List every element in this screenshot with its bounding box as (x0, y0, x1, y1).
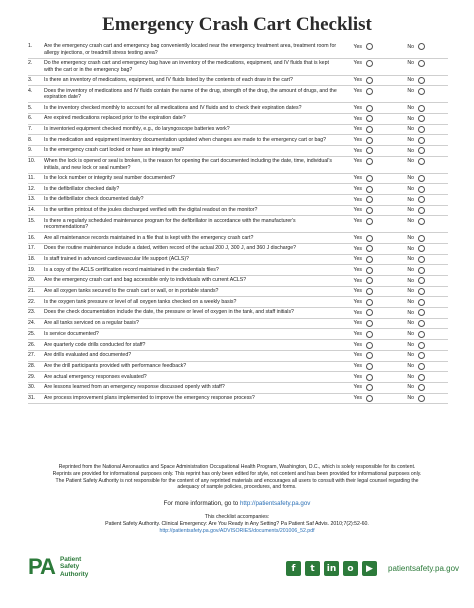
yes-radio[interactable] (366, 147, 373, 154)
yes-radio[interactable] (366, 245, 373, 252)
accompanies-link[interactable]: http://patientsafety.pa.gov/ADVISORIES/documents/201006_52.pdf (159, 527, 315, 534)
no-radio[interactable] (418, 309, 425, 316)
yes-label: Yes (353, 77, 362, 84)
question-number: 26. (28, 341, 36, 348)
no-label: No (407, 207, 414, 214)
no-radio[interactable] (418, 105, 425, 112)
yes-label: Yes (353, 43, 362, 50)
yes-option[interactable] (348, 235, 386, 242)
checklist-row (28, 59, 448, 76)
question-number: 17. (28, 245, 36, 252)
checklist-row (28, 255, 448, 266)
no-radio[interactable] (418, 175, 425, 182)
question-text: Is the inventory checked monthly to account for all medications and IV fluids and to check their expiration dates? (44, 104, 302, 111)
yes-radio[interactable] (366, 363, 373, 370)
question-number: 1. (28, 43, 33, 50)
no-option[interactable] (400, 175, 440, 182)
yes-option[interactable] (348, 363, 386, 370)
facebook-icon[interactable]: f (286, 561, 301, 576)
yes-radio[interactable] (366, 77, 373, 84)
checklist-row (28, 244, 448, 255)
no-radio[interactable] (418, 196, 425, 203)
checklist-row (28, 394, 448, 405)
org-name: Patient Safety Authority (59, 556, 89, 578)
no-option[interactable] (400, 245, 440, 252)
yes-radio[interactable] (366, 175, 373, 182)
yes-radio[interactable] (366, 186, 373, 193)
no-label: No (407, 352, 414, 359)
question-number: 13. (28, 196, 36, 203)
question-number: 29. (28, 373, 36, 380)
question-number: 5. (28, 104, 33, 111)
no-label: No (407, 288, 414, 295)
no-label: No (407, 373, 414, 380)
question-text: Do the emergency crash cart and emergency bag have an inventory of the medications, equipment, and IV fluids that is kept with the cart or in the emergency bag? (44, 60, 329, 73)
yes-label: Yes (353, 207, 362, 214)
no-label: No (407, 395, 414, 402)
yes-label: Yes (353, 158, 362, 165)
no-radio[interactable] (418, 60, 425, 67)
no-radio[interactable] (418, 374, 425, 381)
no-option[interactable] (400, 309, 440, 316)
no-radio[interactable] (418, 147, 425, 154)
no-radio[interactable] (418, 43, 425, 50)
no-label: No (407, 175, 414, 182)
checklist-row (28, 287, 448, 298)
question-number: 11. (28, 175, 35, 182)
yes-radio[interactable] (366, 288, 373, 295)
yes-label: Yes (353, 352, 362, 359)
page-title: Emergency Crash Cart Checklist (102, 14, 372, 35)
more-info-prefix: For more information, go to (163, 500, 239, 507)
question-number: 15. (28, 217, 36, 224)
no-option[interactable] (400, 299, 440, 306)
accompanies-block (60, 514, 414, 534)
no-radio[interactable] (418, 218, 425, 225)
no-radio[interactable] (418, 186, 425, 193)
yes-option[interactable] (348, 309, 386, 316)
no-option[interactable] (400, 320, 440, 327)
question-text: Is there a regularly scheduled maintenance program for the defibrillator in accordance with the manufacturer's recommendations? (44, 217, 296, 231)
no-label: No (407, 341, 414, 348)
yes-option[interactable] (348, 342, 386, 349)
question-text: Are actual emergency responses evaluated? (44, 373, 147, 380)
yes-radio[interactable] (366, 342, 373, 349)
yes-option[interactable] (348, 88, 386, 95)
no-label: No (407, 43, 414, 50)
no-radio[interactable] (418, 137, 425, 144)
yes-radio[interactable] (366, 384, 373, 391)
checklist-row (28, 195, 448, 206)
yes-option[interactable] (348, 60, 386, 67)
no-option[interactable] (400, 77, 440, 84)
yes-label: Yes (353, 331, 362, 338)
social-icons (286, 561, 381, 576)
no-radio[interactable] (418, 331, 425, 338)
question-text: When the lock is opened or seal is broken, is the reason for opening the cart documented including the date, time, individual's initials, and new lock or seal number? (44, 158, 332, 171)
checklist-row (28, 184, 448, 195)
no-label: No (407, 277, 414, 284)
yes-option[interactable] (348, 267, 386, 274)
no-label: No (407, 256, 414, 263)
checklist-row (28, 233, 448, 244)
no-option[interactable] (400, 115, 440, 122)
linkedin-icon[interactable]: in (324, 561, 339, 576)
yes-option[interactable] (348, 77, 386, 84)
yes-label: Yes (353, 373, 362, 380)
question-text: Are expired medications replaced prior to the expiration date? (44, 115, 186, 122)
no-radio[interactable] (418, 256, 425, 263)
checklist-row (28, 308, 448, 319)
no-option[interactable] (400, 147, 440, 154)
no-label: No (407, 245, 414, 252)
checklist-row (28, 319, 448, 330)
no-radio[interactable] (418, 342, 425, 349)
yes-radio[interactable] (366, 60, 373, 67)
question-text: Is the medication and equipment inventory documentation updated when changes are made to the emergency cart or bag? (44, 136, 327, 143)
yes-label: Yes (353, 104, 362, 111)
question-text: Are the drill participants provided with performance feedback? (44, 362, 187, 369)
no-radio[interactable] (418, 88, 425, 95)
question-number: 25. (28, 330, 36, 337)
no-label: No (407, 196, 414, 203)
no-option[interactable] (400, 207, 440, 214)
checklist-row (28, 146, 448, 157)
yes-option[interactable] (348, 115, 386, 122)
no-option[interactable] (400, 137, 440, 144)
yes-option[interactable] (348, 196, 386, 203)
accompanies-heading: This checklist accompanies: (204, 514, 270, 520)
no-label: No (407, 77, 414, 84)
yes-label: Yes (353, 234, 362, 241)
checklist-row (28, 114, 448, 125)
checklist-row (28, 340, 448, 351)
question-number: 2. (28, 60, 33, 67)
yes-label: Yes (353, 88, 362, 95)
question-number: 14. (28, 207, 36, 214)
yes-label: Yes (353, 363, 362, 370)
question-text: Does the check documentation include the date, the pressure or level of oxygen in the tank, and staff initials? (44, 309, 294, 316)
yes-radio[interactable] (366, 331, 373, 338)
question-number: 19. (28, 266, 36, 273)
yes-option[interactable] (348, 288, 386, 295)
no-radio[interactable] (418, 235, 425, 242)
no-option[interactable] (400, 256, 440, 263)
no-option[interactable] (400, 196, 440, 203)
question-text: Are drills evaluated and documented? (44, 352, 132, 359)
no-option[interactable] (400, 267, 440, 274)
no-radio[interactable] (418, 288, 425, 295)
question-text: Are lessons learned from an emergency response discussed openly with staff? (44, 384, 225, 391)
yes-radio[interactable] (366, 126, 373, 133)
checklist-row (28, 86, 448, 103)
more-info-link[interactable]: http://patientsafety.pa.gov (239, 500, 311, 507)
no-radio[interactable] (418, 384, 425, 391)
checklist-row (28, 297, 448, 308)
yes-radio[interactable] (366, 320, 373, 327)
yes-radio[interactable] (366, 196, 373, 203)
no-label: No (407, 60, 414, 67)
no-label: No (407, 126, 414, 133)
youtube-icon[interactable]: ▶ (362, 561, 377, 576)
yes-option[interactable] (348, 207, 386, 214)
yes-label: Yes (353, 309, 362, 316)
checklist-row (28, 157, 448, 174)
no-radio[interactable] (418, 207, 425, 214)
pa-logo-mark: PA (28, 554, 55, 579)
no-option[interactable] (400, 288, 440, 295)
no-radio[interactable] (418, 352, 425, 359)
yes-radio[interactable] (366, 88, 373, 95)
question-number: 3. (28, 77, 33, 84)
checklist-row (28, 362, 448, 373)
no-radio[interactable] (418, 115, 425, 122)
question-text: Is the defibrillator checked daily? (44, 185, 120, 192)
yes-option[interactable] (348, 256, 386, 263)
question-text: Is there an inventory of medications, equipment, and IV fluids listed by the contents of each draw in the cart? (44, 77, 293, 84)
question-text: Is inventoried equipment checked monthly, e.g., do laryngoscope batteries work? (44, 126, 230, 133)
yes-radio[interactable] (366, 299, 373, 306)
checklist-row (28, 125, 448, 136)
no-option[interactable] (400, 158, 440, 165)
no-option[interactable] (400, 218, 440, 225)
no-option[interactable] (400, 235, 440, 242)
checklist-row (28, 265, 448, 276)
checklist-row (28, 103, 448, 114)
no-option[interactable] (400, 395, 440, 402)
no-radio[interactable] (418, 395, 425, 402)
yes-radio[interactable] (366, 309, 373, 316)
psa-logo (28, 556, 88, 578)
no-label: No (407, 298, 414, 305)
yes-label: Yes (353, 341, 362, 348)
no-label: No (407, 185, 414, 192)
yes-label: Yes (353, 217, 362, 224)
question-text: Are all maintenance records maintained in a file that is kept with the emergency crash cart? (44, 234, 254, 241)
yes-label: Yes (353, 175, 362, 182)
question-number: 30. (28, 384, 36, 391)
yes-radio[interactable] (366, 374, 373, 381)
question-text: Are quarterly code drills conducted for staff? (44, 341, 146, 348)
question-number: 6. (28, 115, 33, 122)
no-label: No (407, 331, 414, 338)
no-option[interactable] (400, 374, 440, 381)
no-option[interactable] (400, 331, 440, 338)
question-number: 22. (28, 298, 36, 305)
no-radio[interactable] (418, 320, 425, 327)
no-label: No (407, 158, 414, 165)
accompanies-citation: Patient Safety Authority. Clinical Emergency: Are You Ready in Any Setting? Pa Patient Saf Advis. 2010;7(2):52-60. (105, 520, 369, 527)
yes-label: Yes (353, 147, 362, 154)
no-option[interactable] (400, 43, 440, 50)
checklist-row (28, 216, 448, 233)
question-text: Is the oxygen tank pressure or level of all oxygen tanks checked on a weekly basis? (44, 298, 237, 305)
yes-option[interactable] (348, 331, 386, 338)
yes-label: Yes (353, 196, 362, 203)
no-label: No (407, 266, 414, 273)
website-link[interactable]: patientsafety.pa.gov (388, 564, 460, 573)
checklist (28, 42, 448, 404)
yes-radio[interactable] (366, 158, 373, 165)
question-number: 28. (28, 362, 36, 369)
yes-radio[interactable] (366, 267, 373, 274)
question-number: 16. (28, 234, 36, 241)
no-label: No (407, 384, 414, 391)
yes-option[interactable] (348, 374, 386, 381)
question-text: Are all oxygen tanks secured to the crash cart or wall, or in portable stands? (44, 288, 219, 295)
no-label: No (407, 88, 414, 95)
checklist-row (28, 372, 448, 383)
question-text: Are the emergency crash cart and emergency bag conveniently located near the emergency treatment area, treatment room for allergy injections, or treadmill stress testing area? (44, 43, 337, 56)
yes-label: Yes (353, 245, 362, 252)
yes-option[interactable] (348, 395, 386, 402)
yes-option[interactable] (348, 277, 386, 284)
no-radio[interactable] (418, 267, 425, 274)
yes-radio[interactable] (366, 256, 373, 263)
no-option[interactable] (400, 105, 440, 112)
checklist-row (28, 76, 448, 87)
no-label: No (407, 217, 414, 224)
yes-radio[interactable] (366, 207, 373, 214)
yes-label: Yes (353, 136, 362, 143)
yes-option[interactable] (348, 320, 386, 327)
yes-label: Yes (353, 266, 362, 273)
yes-radio[interactable] (366, 395, 373, 402)
yes-option[interactable] (348, 245, 386, 252)
yes-option[interactable] (348, 299, 386, 306)
question-text: Does the routine maintenance include a dated, written record of the actual 200 J, 300 J, and 360 J discharge? (44, 245, 297, 252)
question-number: 10. (28, 158, 36, 165)
question-number: 7. (28, 126, 33, 133)
checklist-row (28, 383, 448, 394)
question-text: Is the defibrillator check documented daily? (44, 196, 144, 203)
checklist-row (28, 276, 448, 287)
yes-label: Yes (353, 126, 362, 133)
no-label: No (407, 320, 414, 327)
no-radio[interactable] (418, 158, 425, 165)
yes-label: Yes (353, 185, 362, 192)
credits-text: Reprinted from the National Aeronautics and Space Administration Occupational Health Program, Washington, D.C., which is solely responsible for its content. Reprints are provided for informational purposes only. This reprint has only been edited for style, not content and has been provided for informational purposes only. The Patient Safety Authority is not responsible for the content of any reprinted materials and encourages all users to consult with their legal counsel regarding the adequacy of sample policies, procedures, and forms. (52, 464, 422, 491)
yes-label: Yes (353, 320, 362, 327)
more-info (0, 500, 474, 507)
yes-option[interactable] (348, 175, 386, 182)
question-text: Is the lock number or integrity seal number documented? (44, 175, 175, 182)
yes-radio[interactable] (366, 277, 373, 284)
yes-option[interactable] (348, 105, 386, 112)
instagram-icon[interactable]: o (343, 561, 358, 576)
yes-option[interactable] (348, 137, 386, 144)
question-number: 20. (28, 277, 36, 284)
question-number: 31. (28, 394, 36, 401)
no-option[interactable] (400, 363, 440, 370)
question-number: 8. (28, 136, 33, 143)
yes-option[interactable] (348, 158, 386, 165)
no-option[interactable] (400, 384, 440, 391)
yes-option[interactable] (348, 147, 386, 154)
question-number: 9. (28, 147, 33, 154)
yes-radio[interactable] (366, 235, 373, 242)
yes-label: Yes (353, 256, 362, 263)
no-label: No (407, 136, 414, 143)
no-radio[interactable] (418, 363, 425, 370)
no-option[interactable] (400, 60, 440, 67)
question-text: Is a copy of the ACLS certification record maintained in the credentials files? (44, 266, 219, 273)
yes-label: Yes (353, 115, 362, 122)
question-text: Are the emergency crash cart and bag accessible only to individuals with current ACLS? (44, 277, 247, 284)
yes-option[interactable] (348, 352, 386, 359)
no-radio[interactable] (418, 299, 425, 306)
yes-radio[interactable] (366, 115, 373, 122)
yes-label: Yes (353, 60, 362, 67)
question-number: 23. (28, 309, 36, 316)
yes-label: Yes (353, 298, 362, 305)
question-text: Are process improvement plans implemented to improve the emergency response process? (44, 394, 255, 401)
no-label: No (407, 234, 414, 241)
no-option[interactable] (400, 88, 440, 95)
question-text: Is the emergency crash cart locked or have an integrity seal? (44, 147, 184, 154)
question-text: Is service documented? (44, 330, 99, 337)
yes-label: Yes (353, 277, 362, 284)
question-text: Is the written printout of the joules discharged verified with the digital readout on the monitor? (44, 207, 258, 214)
question-text: Are all tanks serviced on a regular basis? (44, 320, 139, 327)
yes-option[interactable] (348, 218, 386, 225)
no-label: No (407, 115, 414, 122)
yes-option[interactable] (348, 384, 386, 391)
no-radio[interactable] (418, 245, 425, 252)
no-option[interactable] (400, 352, 440, 359)
yes-radio[interactable] (366, 43, 373, 50)
no-option[interactable] (400, 277, 440, 284)
yes-option[interactable] (348, 43, 386, 50)
checklist-row (28, 174, 448, 185)
checklist-row (28, 42, 448, 59)
yes-radio[interactable] (366, 137, 373, 144)
question-number: 21. (28, 288, 36, 295)
no-label: No (407, 309, 414, 316)
no-radio[interactable] (418, 126, 425, 133)
checklist-row (28, 206, 448, 217)
question-text: Does the inventory of medications and IV fluids contain the name of the drug, strength of the drug, the amount of drugs, and the expiration date? (44, 87, 337, 101)
no-option[interactable] (400, 126, 440, 133)
no-label: No (407, 147, 414, 154)
yes-label: Yes (353, 395, 362, 402)
yes-label: Yes (353, 384, 362, 391)
yes-label: Yes (353, 288, 362, 295)
question-number: 12. (28, 185, 36, 192)
no-label: No (407, 104, 414, 111)
question-number: 27. (28, 352, 36, 359)
question-text: Is staff trained in advanced cardiovascular life support (ACLS)? (44, 256, 189, 263)
no-option[interactable] (400, 186, 440, 193)
no-radio[interactable] (418, 277, 425, 284)
checklist-row (28, 351, 448, 362)
no-option[interactable] (400, 342, 440, 349)
yes-option[interactable] (348, 186, 386, 193)
question-number: 18. (28, 256, 36, 263)
yes-radio[interactable] (366, 218, 373, 225)
question-number: 24. (28, 320, 36, 327)
no-radio[interactable] (418, 77, 425, 84)
twitter-icon[interactable]: t (305, 561, 320, 576)
yes-radio[interactable] (366, 352, 373, 359)
yes-radio[interactable] (366, 105, 373, 112)
yes-option[interactable] (348, 126, 386, 133)
checklist-row (28, 135, 448, 146)
no-label: No (407, 363, 414, 370)
question-number: 4. (28, 87, 33, 94)
checklist-row (28, 329, 448, 340)
